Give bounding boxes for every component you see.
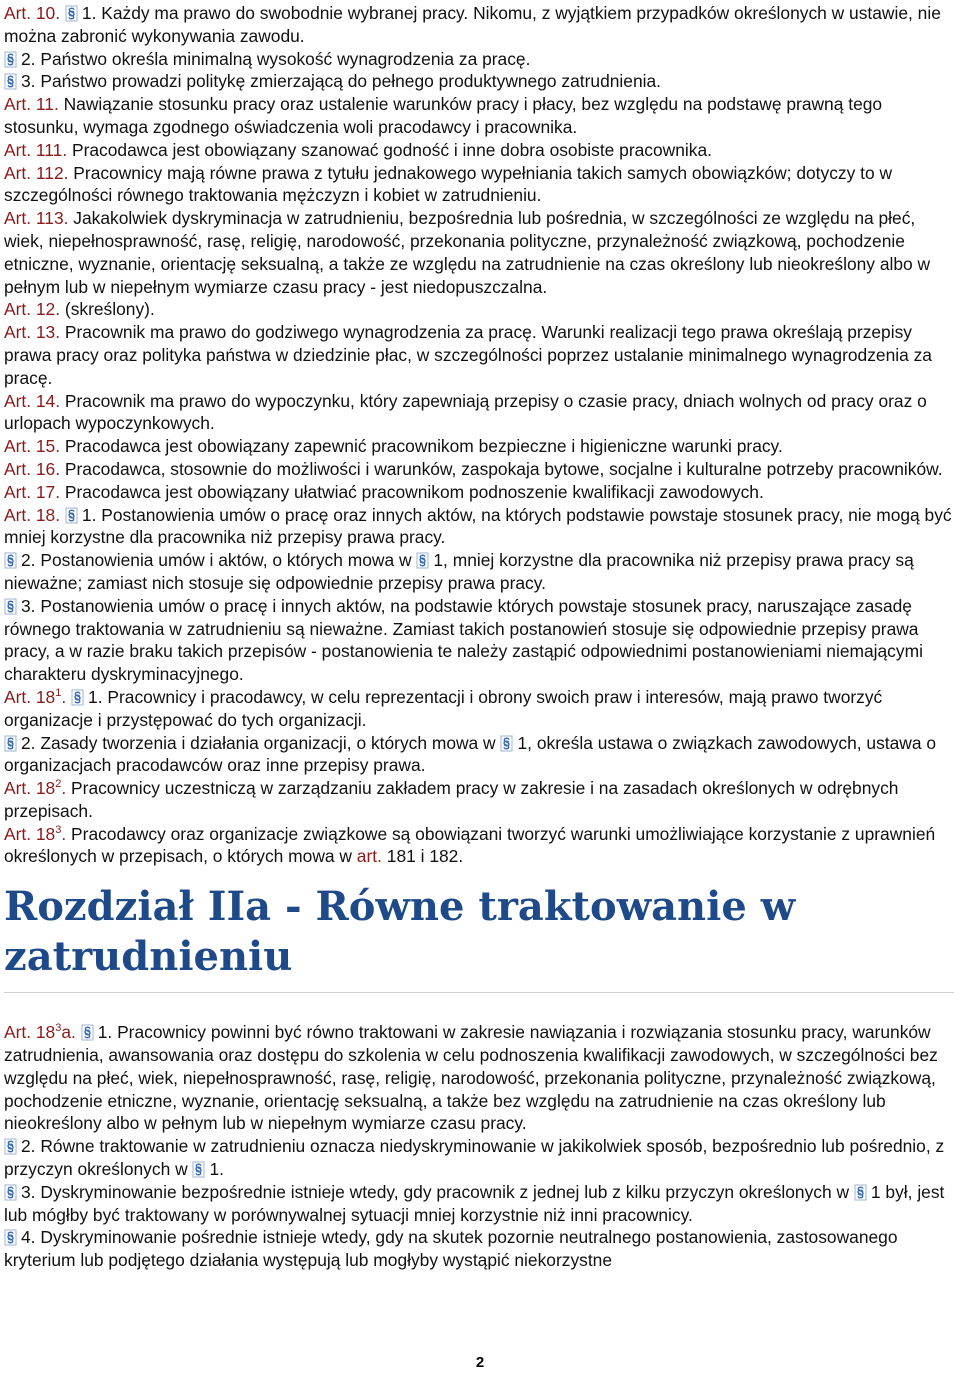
page-number: 2 bbox=[475, 1354, 485, 1371]
section-sign-icon bbox=[416, 552, 429, 569]
article-number: Art. 14. bbox=[4, 390, 61, 411]
article-paragraph bbox=[4, 93, 954, 139]
paragraph-text: Każdy ma prawo do swobodnie wybranej pracy. Nikomu, z wyjątkiem przypadków określonych w ustawie, nie można zabronić wykonywania zawodu. bbox=[4, 3, 941, 46]
section-sign-icon bbox=[4, 1184, 17, 1201]
article-paragraph bbox=[4, 207, 954, 298]
article-paragraph bbox=[4, 686, 954, 732]
paragraph-text: Pracodawcy oraz organizacje związkowe są obowiązani tworzyć warunki umożliwiające korzystanie z uprawnień określonych w przepisach, o których mowa w bbox=[4, 823, 936, 867]
paragraph-text-continued: mniej korzystne dla pracownika niż przepisy prawa pracy są nieważne; zamiast nich stosuje się odpowiednie przepisy prawa pracy. bbox=[4, 550, 914, 593]
section-number: 2. bbox=[21, 550, 36, 571]
article-paragraph bbox=[4, 298, 954, 321]
section-paragraph bbox=[4, 1135, 954, 1181]
section-number: 1. bbox=[81, 3, 97, 23]
paragraph-text: Państwo określa minimalną wysokość wynagrodzenia za pracę. bbox=[40, 48, 531, 69]
section-sign-icon bbox=[854, 1184, 867, 1201]
article-number: Art. 15. bbox=[4, 436, 61, 457]
paragraph-text: Jakakolwiek dyskryminacja w zatrudnieniu, bezpośrednia lub pośrednia, w szczególności ze względu na płeć, wiek, niepełnosprawność, rasę, religię, narodowość, przekonania polityczne, przynależność związkową, pochodzenie etniczne, wyznanie, orientację seksualną, a także ze względu na zatrudnienie na czas określony lub nieokreślony albo w pełnym lub w niepełnym wymiarze czasu pracy - jest niedopuszczalna. bbox=[4, 208, 931, 297]
section-sign-icon bbox=[192, 1161, 205, 1178]
section-paragraph bbox=[4, 1226, 954, 1272]
paragraph-text: Pracownicy powinni być równo traktowani w zakresie nawiązania i rozwiązania stosunku pracy, warunków zatrudnienia, awansowania oraz dostępu do szkolenia w celu podnoszenia kwalifikacji zawodowych, w szczególności bez względu na płeć, wiek, niepełnosprawność, rasę, religię, narodowość, przekonania polityczne, przynależność związkową, pochodzenie etniczne, wyznanie, orientację seksualną, a także bez względu na zatrudnienie na czas określony lub nieokreślony albo w pełnym lub w niepełnym wymiarze czasu pracy. bbox=[4, 1022, 938, 1134]
paragraph-text: Pracodawca jest obowiązany szanować godność i inne dobra osobiste pracownika. bbox=[72, 139, 712, 160]
section-number: 1. bbox=[97, 1022, 113, 1043]
paragraph-text: Pracownik ma prawo do wypoczynku, który zapewniają przepisy o czasie pracy, dniach wolnych od pracy oraz o urlopach wypoczynkowych. bbox=[4, 390, 927, 434]
article-paragraph bbox=[4, 481, 954, 504]
section-paragraph bbox=[4, 70, 954, 93]
document-body bbox=[4, 2, 954, 1272]
article-superscript: 3 bbox=[55, 1022, 62, 1035]
articles-section-iia bbox=[4, 1021, 954, 1272]
section-paragraph bbox=[4, 1181, 954, 1227]
paragraph-text: Państwo prowadzi politykę zmierzającą do pełnego produktywnego zatrudnienia. bbox=[40, 71, 661, 92]
article-number: Art. 10. bbox=[4, 3, 61, 23]
article-number: Art. 18 bbox=[4, 778, 56, 799]
article-paragraph bbox=[4, 321, 954, 389]
section-number: 1. bbox=[88, 686, 103, 707]
paragraph-text: Zasady tworzenia i działania organizacji, o których mowa w bbox=[40, 732, 496, 753]
section-sign-icon bbox=[4, 1138, 17, 1155]
section-sign-icon bbox=[4, 552, 17, 569]
article-number: Art. 112. bbox=[4, 162, 69, 183]
article-paragraph bbox=[4, 390, 954, 436]
section-sign-icon bbox=[500, 735, 513, 752]
section-number: 2. bbox=[21, 48, 36, 69]
paragraph-text: Pracownicy mają równe prawa z tytułu jednakowego wypełniania takich samych obowiązków; dotyczy to w szczególności równego traktowania mężczyzn i kobiet w zatrudnieniu. bbox=[4, 162, 893, 206]
paragraph-text: Dyskryminowanie bezpośrednie istnieje wtedy, gdy pracownik z jednej lub z kilku przyczyn określonych w bbox=[40, 1181, 850, 1202]
article-number: Art. 17. bbox=[4, 481, 61, 502]
paragraph-text: Pracownik ma prawo do godziwego wynagrodzenia za pracę. Warunki realizacji tego prawa określają przepisy prawa pracy oraz polityka państwa w dziedzinie płac, w szczególności poprzez ustalanie minimalnego wynagrodzenia za pracę. bbox=[4, 322, 932, 388]
paragraph-text: Postanowienia umów o pracę oraz innych aktów, na których podstawie powstaje stosunek pracy, nie mogą być mniej korzystne dla pracownika niż przepisy prawa pracy. bbox=[4, 504, 952, 548]
section-sign-icon bbox=[65, 5, 78, 22]
section-number: 3. bbox=[21, 595, 36, 616]
paragraph-text-continued: 181 i 182. bbox=[386, 846, 464, 867]
paragraph-text: Pracodawca jest obowiązany ułatwiać pracownikom podnoszenie kwalifikacji zawodowych. bbox=[64, 481, 764, 502]
section-sign-icon bbox=[71, 689, 84, 706]
article-number: Art. 18 bbox=[4, 686, 56, 707]
article-number: Art. 13. bbox=[4, 322, 61, 343]
section-reference: 1. bbox=[209, 1159, 224, 1180]
section-number: 2. bbox=[21, 1136, 36, 1157]
article-superscript: 2 bbox=[55, 778, 62, 791]
article-superscript: 1 bbox=[55, 687, 62, 700]
paragraph-text: Nawiązanie stosunku pracy oraz ustalenie warunków pracy i płacy, bez względu na podstawę prawną tego stosunku, wymaga zgodnego oświadczenia woli pracodawcy i pracownika. bbox=[4, 94, 883, 137]
article-number-suffix: . bbox=[61, 778, 67, 799]
section-paragraph bbox=[4, 48, 954, 71]
article-number: Art. 18 bbox=[4, 1022, 56, 1043]
section-number: 1. bbox=[81, 504, 97, 525]
article-paragraph bbox=[4, 458, 954, 481]
section-number: 3. bbox=[21, 71, 36, 92]
paragraph-text: Pracownicy uczestniczą w zarządzaniu zakładem pracy w zakresie i na zasadach określonych w odrębnych przepisach. bbox=[4, 778, 899, 821]
chapter-heading: Rozdział IIa - Równe traktowanie w zatrudnieniu bbox=[4, 882, 954, 993]
section-paragraph bbox=[4, 595, 954, 686]
paragraph-text: Dyskryminowanie pośrednie istnieje wtedy, gdy na skutek pozornie neutralnego postanowienia, zastosowanego kryterium lub podjętego działania występują lub mogłyby wystąpić niekorzystne bbox=[4, 1227, 898, 1271]
paragraph-text: Pracodawca jest obowiązany zapewnić pracownikom bezpieczne i higieniczne warunki pracy. bbox=[64, 436, 783, 457]
article-number-suffix: . bbox=[61, 686, 67, 707]
article-paragraph bbox=[4, 823, 954, 869]
section-sign-icon bbox=[4, 735, 17, 752]
article-number: Art. 113. bbox=[4, 208, 69, 229]
article-paragraph bbox=[4, 139, 954, 162]
article-reference-link: art. bbox=[356, 846, 382, 867]
section-sign-icon bbox=[81, 1024, 94, 1041]
section-paragraph bbox=[4, 549, 954, 595]
section-sign-icon bbox=[4, 73, 17, 90]
article-paragraph bbox=[4, 1021, 954, 1135]
article-number: Art. 12. bbox=[4, 299, 61, 320]
paragraph-text: Pracownicy i pracodawcy, w celu reprezentacji i obrony swoich praw i interesów, mają prawo tworzyć organizacje i przystępować do tych organizacji. bbox=[4, 686, 883, 730]
paragraph-text: Pracodawca, stosownie do możliwości i warunków, zaspokaja bytowe, socjalne i kulturalne potrzeby pracowników. bbox=[64, 458, 943, 479]
paragraph-text-continued: określa ustawa o związkach zawodowych, ustawa o organizacjach pracodawców oraz inne przepisy prawa. bbox=[4, 732, 937, 776]
section-sign-icon bbox=[4, 51, 17, 68]
articles-section bbox=[4, 2, 954, 868]
article-number: Art. 11. bbox=[4, 94, 59, 115]
article-number: Art. 18. bbox=[4, 504, 61, 525]
article-number-suffix: . bbox=[61, 823, 67, 844]
article-paragraph bbox=[4, 435, 954, 458]
section-reference: 1, bbox=[517, 732, 532, 753]
article-number-suffix: a. bbox=[61, 1022, 76, 1043]
article-number: Art. 18 bbox=[4, 823, 56, 844]
section-number: 4. bbox=[21, 1227, 36, 1248]
section-sign-icon bbox=[65, 507, 78, 524]
paragraph-text: Równe traktowanie w zatrudnieniu oznacza niedyskryminowanie w jakikolwiek sposób, bezpośrednio lub pośrednio, z przyczyn określonych w bbox=[4, 1136, 945, 1180]
section-reference: 1, bbox=[433, 550, 448, 571]
article-paragraph bbox=[4, 2, 954, 48]
section-sign-icon bbox=[4, 1229, 17, 1246]
article-number: Art. 111. bbox=[4, 139, 68, 160]
paragraph-text: Postanowienia umów i aktów, o których mowa w bbox=[40, 550, 412, 571]
section-number: 3. bbox=[21, 1181, 36, 1202]
section-paragraph bbox=[4, 732, 954, 778]
paragraph-text: (skreślony). bbox=[64, 299, 155, 320]
paragraph-text: Postanowienia umów o pracę i innych aktów, na podstawie których powstaje stosunek pracy, naruszające zasadę równego traktowania w zatrudnieniu są nieważne. Zamiast takich postanowień stosuje się odpowiednie przepisy prawa pracy, a w razie braku takich przepisów - postanowienia te należy zastąpić odpowiednimi postanowieniami niemającymi charakteru dyskryminacyjnego. bbox=[4, 595, 923, 685]
section-sign-icon bbox=[4, 598, 17, 615]
article-number: Art. 16. bbox=[4, 458, 61, 479]
section-number: 2. bbox=[21, 732, 36, 753]
article-paragraph bbox=[4, 504, 954, 550]
article-paragraph bbox=[4, 162, 954, 208]
paragraph-text-continued: był, jest lub mógłby być traktowany w porównywalnej sytuacji mniej korzystnie niż inni pracownicy. bbox=[4, 1181, 945, 1225]
article-paragraph bbox=[4, 777, 954, 823]
article-superscript: 3 bbox=[55, 823, 62, 836]
section-reference: 1 bbox=[870, 1181, 881, 1202]
